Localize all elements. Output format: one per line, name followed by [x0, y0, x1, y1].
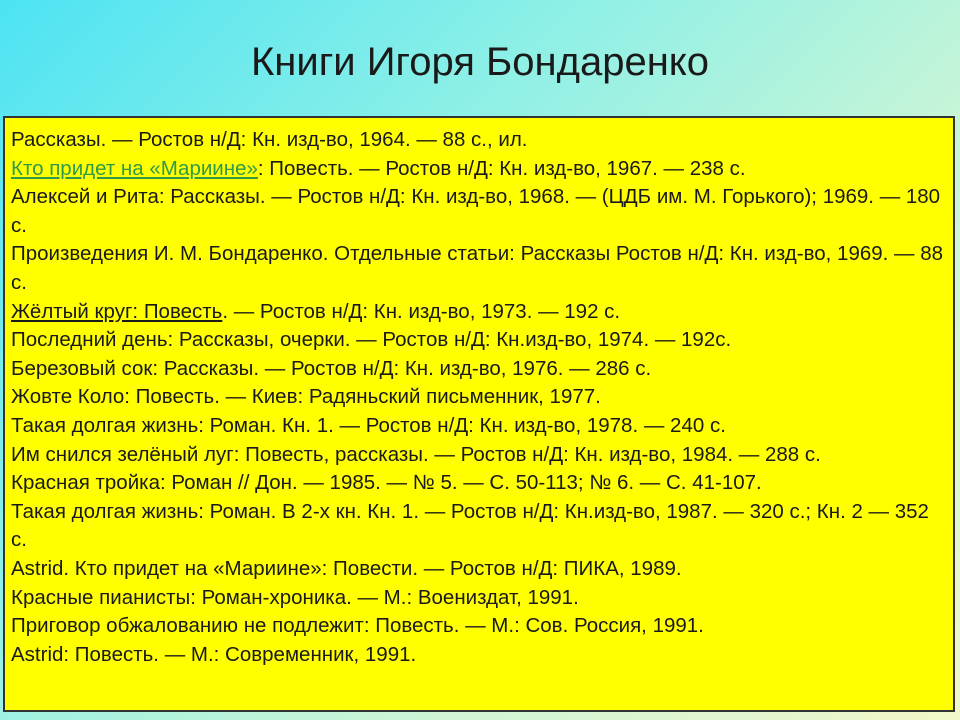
slide-title: Книги Игоря Бондаренко	[250, 40, 709, 84]
book-entry	[11, 498, 945, 555]
book-entry	[11, 355, 945, 384]
book-entry-text: Такая долгая жизнь: Роман. В 2-х кн. Кн. 1. — Ростов н/Д: Кн.изд-во, 1987. — 320 с.; Кн. 2 — 352 с.	[11, 499, 929, 552]
book-entry-text: Березовый сок: Рассказы. — Ростов н/Д: Кн. изд-во, 1976. — 286 с.	[11, 356, 652, 380]
book-entry	[11, 555, 945, 584]
book-entry-text: : Повесть. — Ростов н/Д: Кн. изд-во, 1967. — 238 с.	[257, 156, 746, 180]
book-entry	[11, 412, 945, 441]
book-entry-text: Astrid: Повесть. — М.: Современник, 1991.	[11, 642, 417, 666]
book-entry	[11, 298, 945, 327]
book-entry-text: Приговор обжалованию не подлежит: Повесть. — М.: Сов. Россия, 1991.	[11, 614, 704, 638]
book-entry	[11, 240, 945, 297]
book-entry-text: Красные пианисты: Роман-хроника. — М.: Воениздат, 1991.	[11, 585, 579, 609]
book-entry-text: Последний день: Рассказы, очерки. — Ростов н/Д: Кн.изд-во, 1974. — 192с.	[11, 328, 732, 352]
book-entry	[11, 155, 945, 184]
book-entry	[11, 612, 945, 641]
book-link-mariine[interactable]: Кто придет на «Мариине»	[11, 156, 258, 180]
book-link-zheltyi-krug[interactable]: Жёлтый круг: Повесть	[11, 299, 223, 323]
book-entry-text: Им снился зелёный луг: Повесть, рассказы. — Ростов н/Д: Кн. изд-во, 1984. — 288 с.	[11, 442, 821, 466]
book-entry-text: . — Ростов н/Д: Кн. изд-во, 1973. — 192 с.	[222, 299, 621, 323]
book-entry-text: Произведения И. М. Бондаренко. Отдельные статьи: Рассказы Ростов н/Д: Кн. изд-во, 1969. — 88 с.	[11, 242, 944, 294]
book-entry	[11, 183, 945, 240]
book-entry-text: Такая долгая жизнь: Роман. Кн. 1. — Ростов н/Д: Кн. изд-во, 1978. — 240 с.	[11, 413, 726, 437]
book-entry	[11, 441, 945, 470]
book-entry	[11, 326, 945, 355]
book-entry	[11, 383, 945, 412]
book-entry	[11, 641, 945, 670]
book-entry	[11, 126, 945, 155]
book-entry-text: Рассказы. — Ростов н/Д: Кн. изд-во, 1964. — 88 с., ил.	[11, 128, 528, 151]
book-entry-text: Astrid. Кто придет на «Мариине»: Повести. — Ростов н/Д: ПИКА, 1989.	[11, 556, 682, 580]
book-entry	[11, 469, 945, 498]
book-entry	[11, 584, 945, 613]
book-entry-text: Красная тройка: Роман // Дон. — 1985. — № 5. — С. 50-113; № 6. — С. 41-107.	[11, 471, 762, 495]
book-list	[3, 116, 955, 712]
book-entry-text: Жовте Коло: Повесть. — Киев: Радяньский письменник, 1977.	[11, 385, 601, 409]
book-entry-text: Алексей и Рита: Рассказы. — Ростов н/Д: Кн. изд-во, 1968. — (ЦДБ им. М. Горького); 1969. — 180 с.	[11, 185, 941, 237]
